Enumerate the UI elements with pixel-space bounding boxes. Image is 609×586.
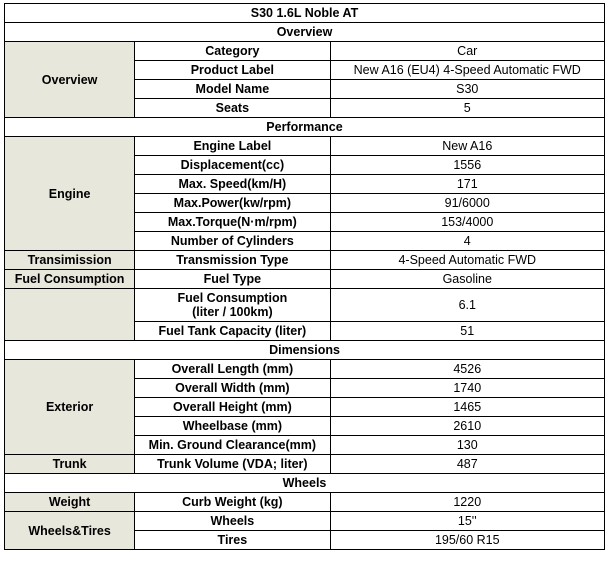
spec-value: Gasoline [330,270,604,289]
category-cell: Overview [5,42,135,118]
section-heading-row [5,23,605,42]
spec-value: 5 [330,99,604,118]
spec-label [135,289,330,322]
spec-value: 130 [330,436,604,455]
table-body [5,4,605,550]
category-cell: Trunk [5,455,135,474]
spec-value: 4526 [330,360,604,379]
category-cell: Wheels&Tires [5,512,135,550]
category-cell: Weight [5,493,135,512]
spec-value: 171 [330,175,604,194]
table-row [5,270,605,289]
category-cell: Transimission [5,251,135,270]
spec-value: 1556 [330,156,604,175]
table-row [5,493,605,512]
spec-label: Product Label [135,61,330,80]
document-title: S30 1.6L Noble AT [5,4,605,23]
spec-label: Transmission Type [135,251,330,270]
section-heading: Wheels [5,474,605,493]
spec-value: 15'' [330,512,604,531]
spec-value: New A16 (EU4) 4-Speed Automatic FWD [330,61,604,80]
section-heading: Performance [5,118,605,137]
spec-label: Overall Height (mm) [135,398,330,417]
spec-label: Displacement(cc) [135,156,330,175]
table-row [5,42,605,61]
spec-label-line-1: Fuel Consumption [177,291,288,305]
spec-label: Wheelbase (mm) [135,417,330,436]
spec-label: Max. Speed(km/H) [135,175,330,194]
spec-label: Seats [135,99,330,118]
spec-label: Fuel Type [135,270,330,289]
spec-label: Max.Power(kw/rpm) [135,194,330,213]
spec-label: Category [135,42,330,61]
spec-value: 6.1 [330,289,604,322]
spec-value: 195/60 R15 [330,531,604,550]
table-row [5,289,605,322]
spec-label-line-2: (liter / 100km) [192,305,273,319]
spec-value: S30 [330,80,604,99]
document-title-row [5,4,605,23]
spec-value: 51 [330,322,604,341]
spec-label: Min. Ground Clearance(mm) [135,436,330,455]
spec-label: Tires [135,531,330,550]
specification-table [4,3,605,550]
spec-value: 1220 [330,493,604,512]
spec-value: 4 [330,232,604,251]
table-row [5,251,605,270]
spec-label: Model Name [135,80,330,99]
section-heading: Overview [5,23,605,42]
spec-label: Max.Torque(N·m/rpm) [135,213,330,232]
spec-value: 1740 [330,379,604,398]
spec-value: 1465 [330,398,604,417]
spec-value: 91/6000 [330,194,604,213]
spec-label: Number of Cylinders [135,232,330,251]
section-heading: Dimensions [5,341,605,360]
section-heading-row [5,474,605,493]
spec-label: Wheels [135,512,330,531]
table-row [5,137,605,156]
table-row [5,512,605,531]
spec-value: 4-Speed Automatic FWD [330,251,604,270]
table-row [5,360,605,379]
category-cell [5,289,135,341]
spec-value: 153/4000 [330,213,604,232]
section-heading-row [5,341,605,360]
spec-value: 2610 [330,417,604,436]
section-heading-row [5,118,605,137]
spec-value: Car [330,42,604,61]
category-cell: Exterior [5,360,135,455]
category-cell: Fuel Consumption [5,270,135,289]
spec-value: New A16 [330,137,604,156]
spec-label: Trunk Volume (VDA; liter) [135,455,330,474]
spec-value: 487 [330,455,604,474]
spec-label: Fuel Tank Capacity (liter) [135,322,330,341]
spec-label: Overall Width (mm) [135,379,330,398]
category-cell: Engine [5,137,135,251]
spec-label: Engine Label [135,137,330,156]
spec-label: Curb Weight (kg) [135,493,330,512]
table-row [5,455,605,474]
spec-label: Overall Length (mm) [135,360,330,379]
